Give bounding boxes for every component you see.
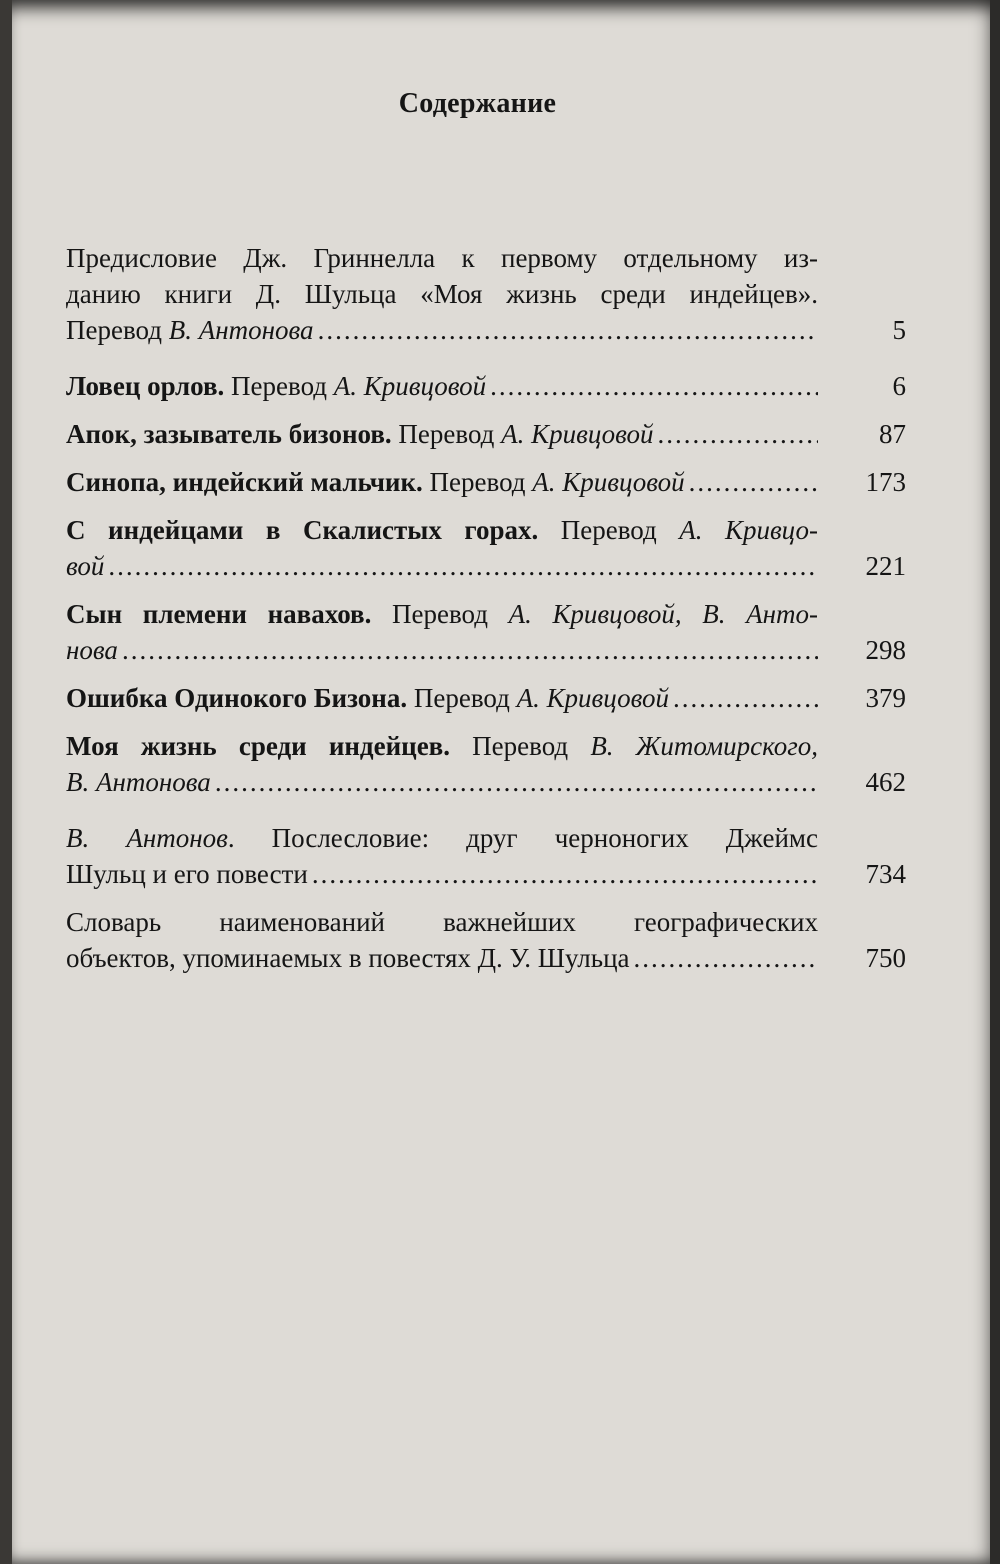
entry-spacer [66, 892, 906, 904]
dot-leader [122, 632, 818, 668]
toc-entry-line [66, 856, 906, 892]
toc-text-part: Перевод [66, 315, 169, 345]
toc-entry-line [66, 596, 818, 632]
toc-entry [66, 728, 906, 800]
dot-leader [658, 416, 818, 452]
toc-text-part: В. Антонова [168, 315, 314, 345]
toc-text-part: С индейцами в Скалистых горах. [66, 515, 539, 545]
toc-text-part: нова [66, 635, 118, 665]
toc-entry-text [66, 823, 818, 853]
toc-entry [66, 416, 906, 452]
toc-text-part: Перевод [450, 731, 591, 761]
toc-text-part: вой [66, 551, 105, 581]
toc-text-part: В. Антонов [66, 823, 228, 853]
toc-entry [66, 680, 906, 716]
toc-text-part: Моя жизнь среди индейцев. [66, 731, 451, 761]
page-number: 734 [865, 859, 906, 889]
toc-entry-line [66, 820, 818, 856]
dot-leader [215, 764, 818, 800]
page-number: 750 [865, 943, 906, 973]
page-number: 5 [892, 315, 906, 345]
toc-entry-text [66, 940, 630, 976]
dot-leader [689, 464, 818, 500]
toc-text-part: В. Антонова [66, 767, 211, 797]
toc-entry [66, 464, 906, 500]
toc-entry-text [66, 680, 669, 716]
entry-spacer [66, 348, 906, 368]
toc-entry-line [66, 548, 906, 584]
toc-entry-line [66, 416, 906, 452]
dot-leader [312, 856, 818, 892]
page-number: 462 [865, 767, 906, 797]
toc-entry [66, 904, 906, 976]
toc-entry-text [66, 632, 118, 668]
dot-leader [108, 548, 818, 584]
toc-text-part: А. Кривцовой, В. Анто- [508, 599, 818, 629]
page-number: 379 [865, 683, 906, 713]
toc-text-part: А. Кривцовой [532, 467, 685, 497]
toc-entry-text [66, 279, 818, 309]
toc-text-part: А. Кривцо- [679, 515, 818, 545]
table-of-contents [66, 240, 906, 976]
entry-spacer [66, 800, 906, 820]
entry-spacer [66, 716, 906, 728]
toc-entry-text [66, 599, 818, 629]
toc-text-part: Сын племени навахов. [66, 599, 372, 629]
toc-text-part: А. Кривцовой [333, 371, 487, 401]
toc-text-part: А. Кривцовой [501, 419, 654, 449]
page-edge-right [990, 0, 1000, 1564]
toc-entry-text [66, 368, 486, 404]
toc-entry [66, 512, 906, 584]
toc-entry-line [66, 680, 906, 716]
toc-text-part: Шульц и его повести [66, 859, 308, 889]
toc-text-part: Перевод [422, 467, 533, 497]
entry-spacer [66, 500, 906, 512]
toc-entry-text [66, 548, 104, 584]
page-number: 173 [865, 467, 906, 497]
page-title: Содержание [398, 88, 557, 119]
toc-entry-text [66, 764, 211, 800]
toc-text-part: Ловец орлов. [66, 371, 225, 401]
toc-text-part: данию книги Д. Шульца «Моя жизнь среди индейцев». [66, 279, 818, 309]
page-number: 221 [865, 551, 906, 581]
toc-entry-text [66, 731, 818, 761]
entry-spacer [66, 668, 906, 680]
toc-entry-line [66, 464, 906, 500]
toc-text-part: А. Кривцовой [516, 683, 669, 713]
toc-text-part: объектов, упоминаемых в повестях Д. У. Шульца [66, 943, 630, 973]
toc-entry-line [66, 904, 818, 940]
toc-entry-line [66, 940, 906, 976]
entry-spacer [66, 404, 906, 416]
entry-spacer [66, 584, 906, 596]
toc-text-part: Предисловие Дж. Гриннелла к первому отдельному из- [66, 243, 818, 273]
toc-text-part: Перевод [391, 419, 502, 449]
dot-leader [490, 368, 818, 404]
toc-text-part: Перевод [538, 515, 680, 545]
toc-entry-text [66, 907, 818, 937]
toc-text-part: Апок, зазыватель бизонов. [66, 419, 392, 449]
toc-entry [66, 368, 906, 404]
toc-text-part: В. Житомирского, [590, 731, 819, 761]
toc-text-part: . Послесловие: друг черноногих Джеймс [227, 823, 818, 853]
toc-text-part: Перевод [224, 371, 334, 401]
page-number: 6 [892, 371, 906, 401]
toc-entry-text [66, 515, 818, 545]
toc-entry [66, 820, 906, 892]
toc-text-part: Перевод [371, 599, 509, 629]
toc-entry-text [66, 856, 308, 892]
toc-text-part: Синопа, индейский мальчик. [66, 467, 423, 497]
toc-entry [66, 596, 906, 668]
toc-entry-line [66, 728, 818, 764]
page-edge-left [0, 0, 12, 1564]
toc-entry-text [66, 312, 314, 348]
toc-entry-text [66, 464, 685, 500]
toc-entry-line [66, 368, 906, 404]
toc-entry-line [66, 276, 818, 312]
toc-text-part: Ошибка Одинокого Бизона. [66, 683, 408, 713]
toc-entry-line [66, 312, 906, 348]
page-number: 298 [865, 635, 906, 665]
toc-text-part: Перевод [407, 683, 517, 713]
toc-entry-line [66, 764, 906, 800]
dot-leader [673, 680, 818, 716]
toc-entry-line [66, 240, 818, 276]
toc-entry-text [66, 243, 818, 273]
toc-text-part: Словарь наименований важнейших географических [66, 907, 818, 937]
dot-leader [634, 940, 818, 976]
toc-entry [66, 240, 906, 348]
entry-spacer [66, 452, 906, 464]
page-number: 87 [879, 419, 906, 449]
toc-entry-text [66, 416, 654, 452]
toc-entry-line [66, 632, 906, 668]
dot-leader [318, 312, 818, 348]
toc-entry-line [66, 512, 818, 548]
